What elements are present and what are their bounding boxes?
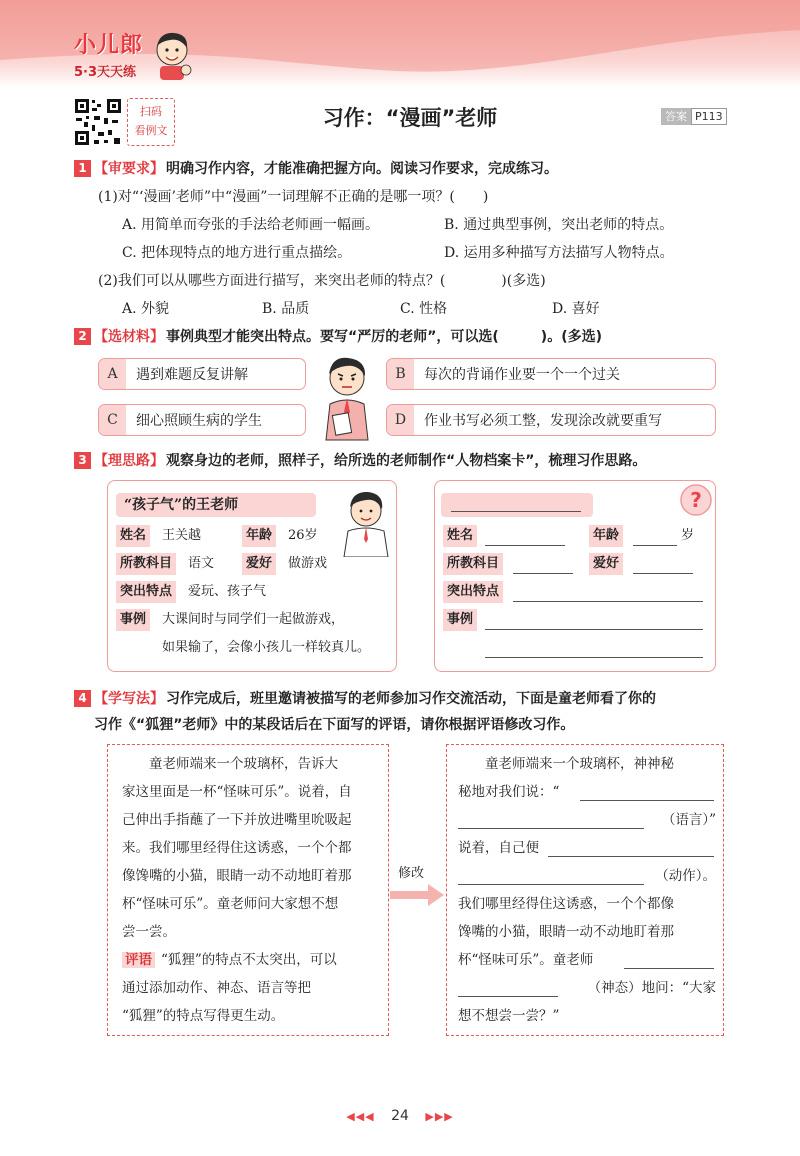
example-age-label: 年龄 xyxy=(242,525,276,547)
q2-option-d[interactable] xyxy=(386,404,716,436)
q1-heading xyxy=(74,158,558,178)
revise-label: 修改 xyxy=(398,866,425,881)
original-line-7: 尝一尝。 xyxy=(122,924,176,940)
scan-line-2: 看例文 xyxy=(134,124,168,137)
example-name-label: 姓名 xyxy=(116,525,150,547)
q2-tag: 【选材料】 xyxy=(94,329,164,345)
q2-option-a[interactable] xyxy=(98,358,306,390)
blank-name-label: 姓名 xyxy=(443,525,477,547)
revised-line-2 xyxy=(458,778,718,806)
original-line-3: 己伸出手指蘸了一下并放进嘴里吮吸起 xyxy=(122,812,352,828)
q3-number: 3 xyxy=(74,452,91,469)
original-line-1: 童老师端来一个玻璃杯，告诉大 xyxy=(149,756,338,772)
question-mark-icon xyxy=(679,483,713,517)
revised-line-4 xyxy=(458,834,718,862)
blank-name-line[interactable] xyxy=(485,545,565,546)
revised-line-2-text: 秘地对我们说：“ xyxy=(458,784,560,800)
q4-number: 4 xyxy=(74,690,91,707)
scan-example-tag xyxy=(127,98,175,146)
speech-blank-1[interactable] xyxy=(580,800,714,801)
comment-text-3: “狐狸”的特点写得更生动。 xyxy=(122,1008,285,1024)
scan-line-1: 扫码 xyxy=(140,105,162,118)
qr-code-icon[interactable] xyxy=(74,98,122,146)
blank-age-unit: 岁 xyxy=(681,528,695,543)
q4-instruction-line-1: 习作完成后，班里邀请被描写的老师参加习作交流活动，下面是童老师看了你的 xyxy=(166,691,656,707)
expression-hint: （神态）地问：“大家 xyxy=(587,980,716,996)
revise-arrow-icon xyxy=(390,882,446,908)
comment-label: 评语 xyxy=(122,952,155,968)
blank-case-line-2[interactable] xyxy=(485,657,703,658)
example-profile-card xyxy=(107,480,397,672)
blank-age-label: 年龄 xyxy=(589,525,623,547)
example-subject-label: 所教科目 xyxy=(116,553,176,575)
revised-line-8 xyxy=(458,946,718,974)
q1-sub2: (2)我们可以从哪些方面进行描写，来突出老师的特点？( )(多选) xyxy=(98,273,546,289)
blank-profile-card xyxy=(434,480,716,672)
revised-line-3 xyxy=(458,806,718,834)
blank-case-label: 事例 xyxy=(443,609,477,631)
revised-line-6: 我们哪里经得住这诱惑，一个个都像 xyxy=(458,896,674,912)
brand-logo xyxy=(74,28,143,80)
expression-blank-2[interactable] xyxy=(458,996,558,997)
q1-sub1-option-a: A. 用简单而夸张的手法给老师画一幅画。 xyxy=(122,217,380,233)
example-name-value: 王关越 xyxy=(162,528,202,543)
q2-option-b[interactable] xyxy=(386,358,716,390)
revised-line-9 xyxy=(458,974,718,1002)
q2-number: 2 xyxy=(74,328,91,345)
example-card-title: “孩子气”的王老师 xyxy=(116,493,316,517)
q2-option-b-text: 每次的背诵作业要一个一个过关 xyxy=(424,367,620,383)
mascot-icon xyxy=(150,28,194,82)
answer-tag xyxy=(661,108,727,125)
expression-blank-1[interactable] xyxy=(624,968,714,969)
q1-sub1: (1)对“‘漫画’老师”中“漫画”一词理解不正确的是哪一项？( ) xyxy=(98,189,489,205)
comment-line-1 xyxy=(122,946,380,974)
q1-sub2-option-a: A. 外貌 xyxy=(122,301,170,317)
q2-option-d-letter: D xyxy=(387,405,414,435)
q4-instruction-line-2: 习作《“狐狸”老师》中的某段话后在下面写的评语，请你根据评语修改习作。 xyxy=(94,717,575,733)
example-case-line-2: 如果输了，会像小孩儿一样较真儿。 xyxy=(162,640,371,655)
blank-subject-label: 所教科目 xyxy=(443,553,503,575)
teacher-portrait-icon xyxy=(338,485,394,557)
q2-option-c-letter: C xyxy=(99,405,126,435)
example-case-line-1: 大课间时与同学们一起做游戏， xyxy=(162,612,345,627)
revised-line-10: 想不想尝一尝？” xyxy=(458,1008,560,1024)
revised-line-7: 馋嘴的小猫，眼睛一动不动地盯着那 xyxy=(458,924,674,940)
page-number: 24 xyxy=(391,1108,409,1124)
comment-text-1: “狐狸”的特点不太突出，可以 xyxy=(161,952,337,968)
q1-sub1-option-c: C. 把体现特点的地方进行重点描绘。 xyxy=(122,245,352,261)
answer-label: 答案 xyxy=(661,108,691,125)
original-line-4: 来。我们哪里经得住这诱惑，一个个都 xyxy=(122,840,352,856)
page-footer xyxy=(0,1108,800,1124)
brand-name: 小儿郎 xyxy=(74,33,144,58)
example-age-value: 26岁 xyxy=(288,528,318,543)
blank-feature-line[interactable] xyxy=(513,601,703,602)
blank-subject-line[interactable] xyxy=(513,573,573,574)
blank-title-line xyxy=(451,511,581,512)
question-mark-glyph: ? xyxy=(690,488,702,512)
q3-heading xyxy=(74,450,646,470)
q3-tag: 【理思路】 xyxy=(94,453,164,469)
blank-card-title[interactable] xyxy=(441,493,593,517)
q1-instruction: 明确习作内容，才能准确把握方向。阅读习作要求，完成练习。 xyxy=(166,161,558,177)
blank-hobby-line[interactable] xyxy=(633,573,693,574)
q1-sub2-option-b: B. 品质 xyxy=(262,301,310,317)
action-blank-2[interactable] xyxy=(458,884,644,885)
q2-option-c-text: 细心照顾生病的学生 xyxy=(136,413,262,429)
original-line-2: 家这里面是一杯“怪味可乐”。说着，自 xyxy=(122,784,352,800)
q2-option-a-letter: A xyxy=(99,359,126,389)
q4-heading xyxy=(74,688,656,708)
q2-option-a-text: 遇到难题反复讲解 xyxy=(136,367,248,383)
comment-text-2: 通过添加动作、神态、语言等把 xyxy=(122,980,311,996)
original-line-5: 像馋嘴的小猫，眼睛一动不动地盯着那 xyxy=(122,868,352,884)
page-title: 习作：“漫画”老师 xyxy=(322,106,498,130)
q2-option-d-text: 作业书写必须工整，发现涂改就要重写 xyxy=(424,413,662,429)
q2-option-b-letter: B xyxy=(387,359,414,389)
original-essay xyxy=(122,750,380,1030)
revised-line-4-text: 说着，自己便 xyxy=(458,840,539,856)
revised-line-8-text: 杯“怪味可乐”。童老师 xyxy=(458,952,594,968)
revised-line-1: 童老师端来一个玻璃杯，神神秘 xyxy=(485,756,674,772)
q4-tag: 【学写法】 xyxy=(94,691,164,707)
blank-age-line[interactable] xyxy=(633,545,677,546)
action-hint: （动作）。 xyxy=(655,868,716,884)
language-hint: （语言）” xyxy=(661,812,716,828)
action-blank-1[interactable] xyxy=(548,856,714,857)
example-subject-value: 语文 xyxy=(188,556,215,571)
blank-feature-label: 突出特点 xyxy=(443,581,503,603)
example-feature-value: 爱玩、孩子气 xyxy=(188,584,267,599)
q1-sub1-option-d: D. 运用多种描写方法描写人物特点。 xyxy=(444,245,674,261)
strict-teacher-illustration xyxy=(312,352,382,442)
q1-sub2-option-c: C. 性格 xyxy=(400,301,448,317)
right-arrows-icon: ▶▶▶ xyxy=(425,1110,454,1123)
q1-number: 1 xyxy=(74,160,91,177)
blank-case-line-1[interactable] xyxy=(485,629,703,630)
example-hobby-label: 爱好 xyxy=(242,553,276,575)
q1-sub2-option-d: D. 喜好 xyxy=(552,301,600,317)
example-hobby-value: 做游戏 xyxy=(288,556,328,571)
q1-tag: 【审要求】 xyxy=(94,161,164,177)
left-arrows-icon: ◀◀◀ xyxy=(346,1110,375,1123)
q2-heading xyxy=(74,326,602,346)
answer-page: P113 xyxy=(691,108,727,125)
q1-sub1-option-b: B. 通过典型事例，突出老师的特点。 xyxy=(444,217,674,233)
example-feature-label: 突出特点 xyxy=(116,581,176,603)
blank-hobby-label: 爱好 xyxy=(589,553,623,575)
revised-essay xyxy=(458,750,718,1030)
q3-instruction: 观察身边的老师，照样子，给所选的老师制作“人物档案卡”，梳理习作思路。 xyxy=(166,453,647,469)
revised-line-5 xyxy=(458,862,718,890)
original-line-6: 杯“怪味可乐”。童老师问大家想不想 xyxy=(122,896,339,912)
q2-instruction: 事例典型才能突出特点。要写“严厉的老师”，可以选( )。(多选) xyxy=(166,329,602,345)
speech-blank-2[interactable] xyxy=(458,828,644,829)
q2-option-c[interactable] xyxy=(98,404,306,436)
example-case-label: 事例 xyxy=(116,609,150,631)
brand-series: 5·3天天练 xyxy=(74,65,137,80)
